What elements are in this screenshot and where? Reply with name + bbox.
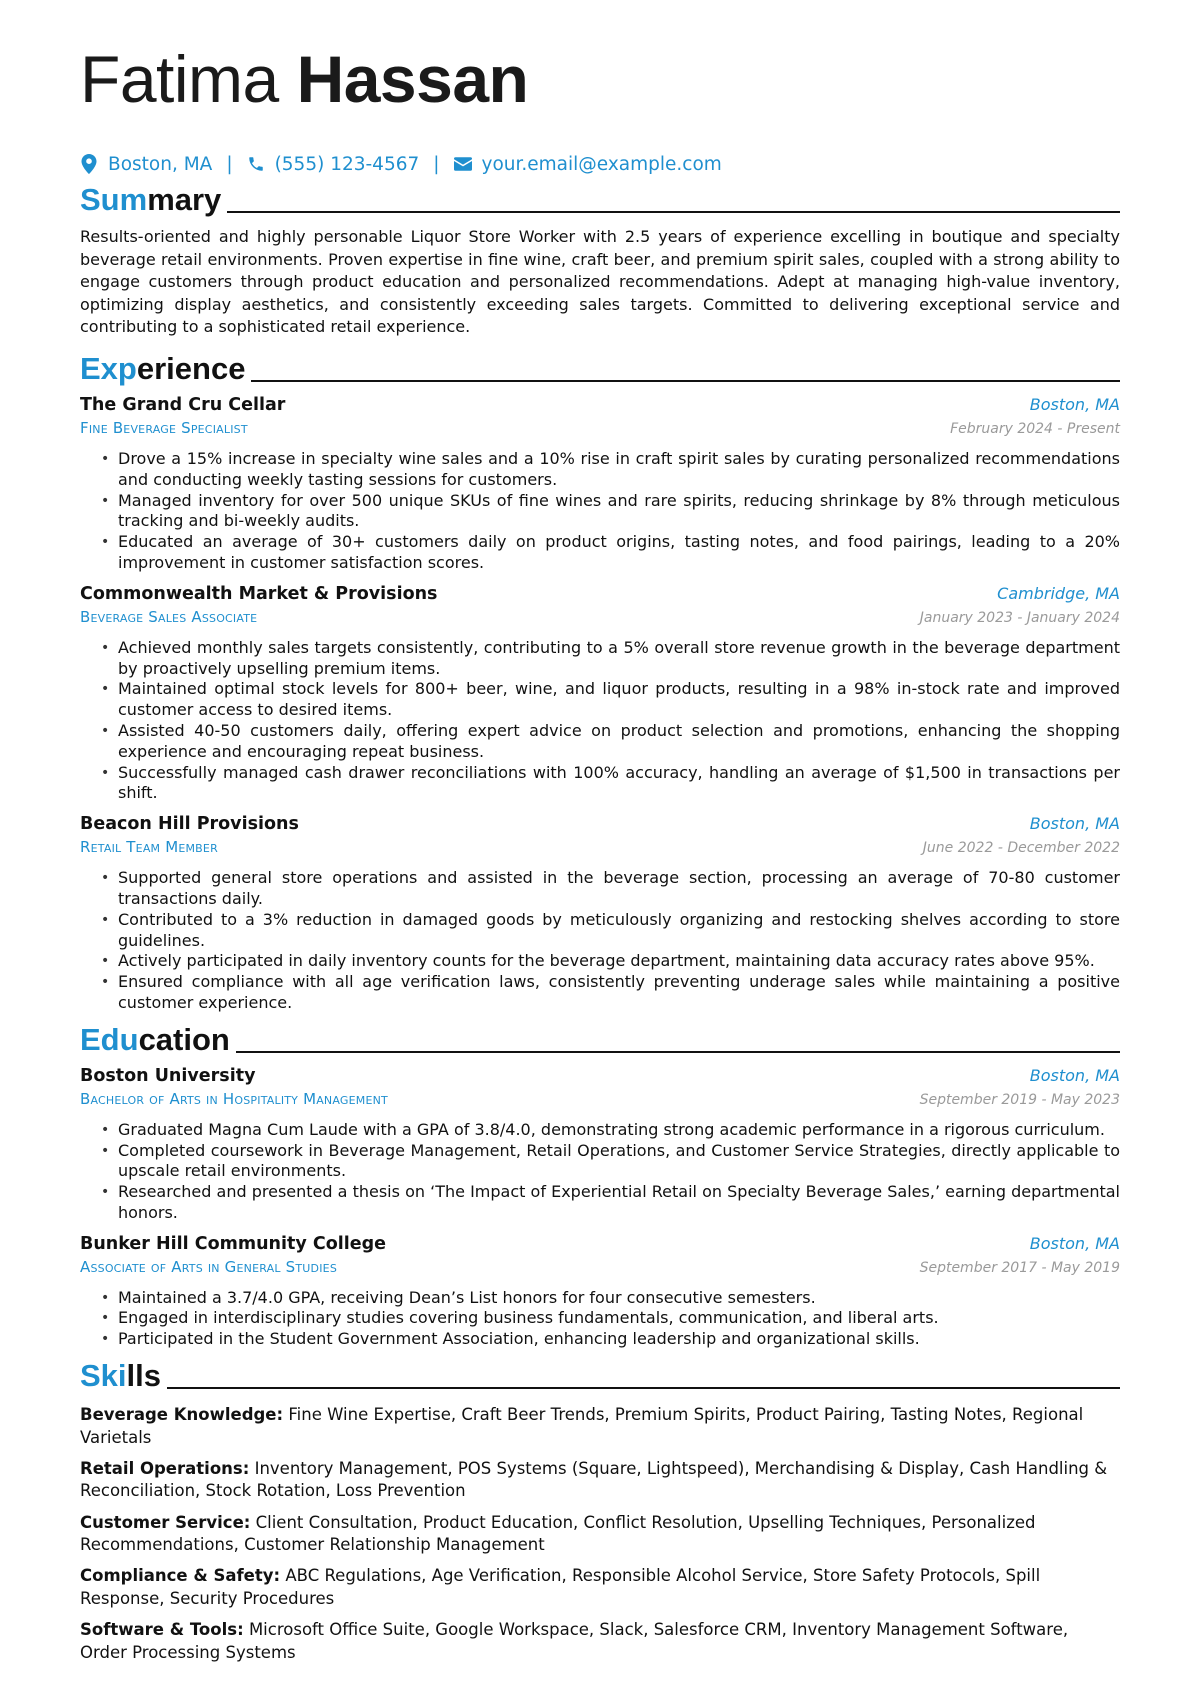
entry-organization: Beacon Hill Provisions [80, 814, 299, 835]
skill-label: Software & Tools: [80, 1620, 244, 1640]
entry-organization: Commonwealth Market & Provisions [80, 583, 438, 604]
entry-location: Cambridge, MA [997, 583, 1120, 603]
bullet-item: • Supported general store operations and assisted in the beverage section, processing an average of 70-80 customer transactions daily. [80, 868, 1120, 910]
bullet-item: • Actively participated in daily inventory counts for the beverage department, maintaining data accuracy rates above 95%. [80, 951, 1120, 972]
entry-location: Boston, MA [1029, 394, 1120, 414]
title-highlight: Edu [80, 1021, 139, 1057]
bullet-item: • Engaged in interdisciplinary studies covering business fundamentals, communication, and liberal arts. [80, 1308, 1120, 1329]
section-title [80, 1358, 161, 1394]
contact-separator: | [226, 153, 233, 175]
entry-role: Bachelor of Arts in Hospitality Management [80, 1089, 388, 1108]
entry-organization: The Grand Cru Cellar [80, 394, 286, 415]
entry-location: Boston, MA [1029, 1233, 1120, 1253]
resume-content [80, 34, 1120, 1673]
phone-icon [247, 154, 265, 174]
bullet-item: • Completed coursework in Beverage Management, Retail Operations, and Customer Service Strategies, directly applicable to upscale retail environments. [80, 1141, 1120, 1183]
skill-label: Beverage Knowledge: [80, 1405, 284, 1425]
entry-dates: September 2017 - May 2019 [919, 1259, 1120, 1276]
summary-heading [80, 182, 1120, 218]
skill-value: ABC Regulations, Age Verification, Responsible Alcohol Service, Store Safety Protocols, Spill Response, Security Procedures [80, 1566, 1041, 1609]
skill-row [80, 1458, 1120, 1503]
entry-dates: September 2019 - May 2023 [919, 1091, 1120, 1108]
bullet-item: • Graduated Magna Cum Laude with a GPA of 3.8/4.0, demonstrating strong academic performance in a rigorous curriculum. [80, 1120, 1120, 1141]
bullet-item: • Assisted 40-50 customers daily, offering expert advice on product selection and promotions, enhancing the shopping experience and encouraging repeat business. [80, 721, 1120, 763]
email-text: your.email@example.com [481, 153, 722, 175]
contact-separator: | [433, 153, 440, 175]
contact-phone[interactable] [247, 154, 420, 175]
education-entry [80, 1066, 1120, 1224]
education-heading [80, 1022, 1120, 1058]
title-highlight: Exp [80, 350, 137, 386]
last-name: Hassan [296, 42, 529, 116]
section-rule [227, 211, 1120, 213]
location-text: Boston, MA [108, 153, 213, 175]
entry-bullets [80, 868, 1120, 1014]
contact-email[interactable] [454, 154, 722, 175]
section-title [80, 1022, 230, 1058]
skill-value: Microsoft Office Suite, Google Workspace, Slack, Salesforce CRM, Inventory Management Software, Order Processing Systems [80, 1620, 1069, 1662]
skill-row [80, 1619, 1120, 1664]
bullet-item: • Ensured compliance with all age verification laws, consistently preventing underage sales while maintaining a positive customer experience. [80, 972, 1120, 1014]
first-name: Fatima [80, 42, 279, 116]
entry-role: Associate of Arts in General Studies [80, 1257, 337, 1276]
resume-name [80, 34, 1120, 124]
entry-location: Boston, MA [1029, 1065, 1120, 1085]
experience-entry [80, 814, 1120, 1014]
bullet-item: • Achieved monthly sales targets consistently, contributing to a 5% overall store revenue growth in the beverage department by proactively upselling premium items. [80, 638, 1120, 680]
contact-bar [80, 150, 1120, 178]
experience-entry [80, 395, 1120, 574]
bullet-item: • Researched and presented a thesis on ‘The Impact of Experiential Retail on Specialty Beverage Sales,’ earning departmental honors. [80, 1182, 1120, 1224]
entry-bullets [80, 1120, 1120, 1224]
skill-label: Retail Operations: [80, 1458, 250, 1478]
skill-row [80, 1512, 1120, 1557]
skills-list [80, 1404, 1120, 1664]
entry-location: Boston, MA [1029, 814, 1120, 834]
entry-bullets [80, 638, 1120, 804]
experience-entry [80, 584, 1120, 804]
bullet-item: • Successfully managed cash drawer reconciliations with 100% accuracy, handling an average of $1,500 in transactions per shift. [80, 763, 1120, 805]
bullet-item: • Participated in the Student Government Association, enhancing leadership and organizational skills. [80, 1329, 1120, 1350]
phone-text: (555) 123-4567 [274, 153, 420, 175]
bullet-item: • Educated an average of 30+ customers daily on product origins, tasting notes, and food pairings, leading to a 20% improvement in customer satisfaction scores. [80, 532, 1120, 574]
entry-dates: January 2023 - January 2024 [919, 609, 1120, 626]
section-rule [236, 1051, 1120, 1053]
skill-row [80, 1404, 1120, 1449]
skill-label: Customer Service: [80, 1512, 251, 1532]
bullet-item: • Maintained optimal stock levels for 800+ beer, wine, and liquor products, resulting in a 98% in-stock rate and improved customer access to desired items. [80, 679, 1120, 721]
education-entry [80, 1234, 1120, 1350]
title-rest: lls [126, 1358, 161, 1394]
title-highlight: Ski [80, 1358, 127, 1394]
skill-label: Compliance & Safety: [80, 1566, 281, 1586]
section-title [80, 182, 221, 218]
entry-bullets [80, 1288, 1120, 1350]
bullet-item: • Contributed to a 3% reduction in damaged goods by meticulously organizing and restocking shelves according to store guidelines. [80, 910, 1120, 952]
skill-value: Client Consultation, Product Education, Conflict Resolution, Upselling Techniques, Personalized Recommendations, Customer Relationship Management [80, 1512, 1036, 1555]
bullet-item: • Maintained a 3.7/4.0 GPA, receiving Dean’s List honors for four consecutive semesters. [80, 1288, 1120, 1309]
entry-dates: February 2024 - Present [950, 420, 1120, 437]
entry-bullets [80, 449, 1120, 574]
section-rule [251, 380, 1120, 382]
entry-role: Beverage Sales Associate [80, 607, 258, 626]
skills-heading [80, 1358, 1120, 1394]
skill-value: Inventory Management, POS Systems (Square, Lightspeed), Merchandising & Display, Cash Handling & Reconciliation, Stock Rotation, Loss Prevention [80, 1458, 1108, 1501]
bullet-item: • Managed inventory for over 500 unique SKUs of fine wines and rare spirits, reducing shrinkage by 8% through meticulous tracking and bi-weekly audits. [80, 491, 1120, 533]
title-rest: cation [138, 1021, 230, 1057]
skill-row [80, 1565, 1120, 1610]
envelope-icon [454, 154, 472, 174]
map-pin-icon [80, 154, 98, 174]
section-title [80, 351, 245, 387]
section-rule [167, 1387, 1120, 1389]
entry-role: Retail Team Member [80, 838, 218, 857]
title-highlight: Sum [80, 182, 148, 217]
title-rest: mary [147, 182, 222, 217]
skill-value: Fine Wine Expertise, Craft Beer Trends, Premium Spirits, Product Pairing, Tasting Notes, Regional Varietals [80, 1405, 1084, 1447]
entry-role: Fine Beverage Specialist [80, 418, 248, 437]
entry-dates: June 2022 - December 2022 [922, 840, 1120, 857]
summary-text: Results-oriented and highly personable Liquor Store Worker with 2.5 years of experience excelling in boutique and specialty beverage retail environments. Proven expertise in fine wine, craft beer, and premium spirit sales, coupled with a strong ability to engage customers through product education and personalized recommendations. Adept at managing high-value inventory, optimizing display aesthetics, and consistently exceeding sales targets. Committed to delivering exceptional service and contributing to a sophisticated retail experience. [80, 227, 1120, 337]
bullet-item: • Drove a 15% increase in specialty wine sales and a 10% rise in craft spirit sales by curating personalized recommendations and conducting weekly tasting sessions for customers. [80, 449, 1120, 491]
experience-heading [80, 351, 1120, 387]
entry-organization: Bunker Hill Community College [80, 1233, 386, 1254]
contact-location [80, 154, 212, 175]
title-rest: erience [136, 350, 246, 386]
entry-organization: Boston University [80, 1065, 256, 1086]
